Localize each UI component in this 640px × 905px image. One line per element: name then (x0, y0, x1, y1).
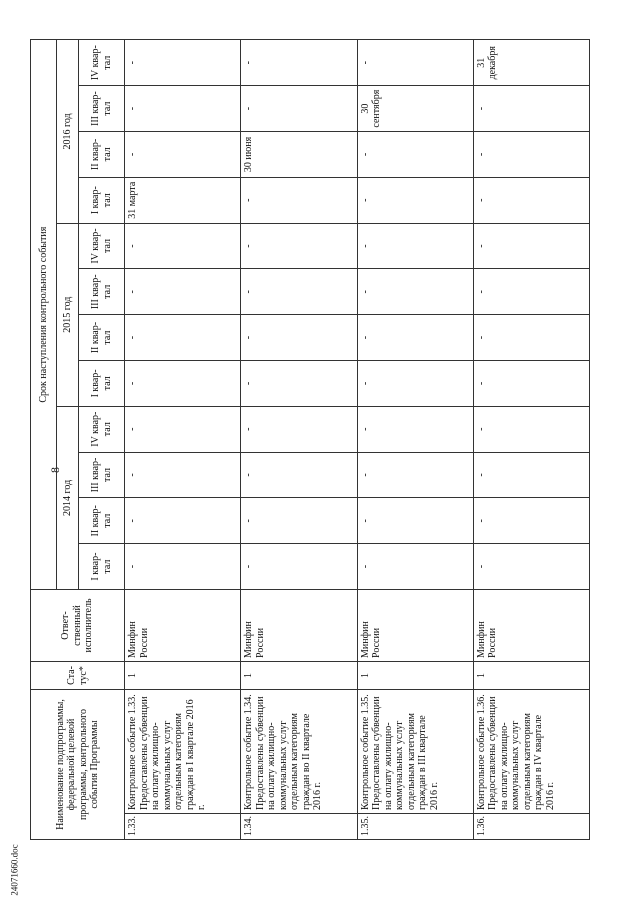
row-executor: Минфин России (241, 589, 357, 661)
row-number: 1.35. (357, 814, 473, 840)
footer (0, 835, 30, 905)
quarter-cell: - (241, 269, 357, 315)
quarter-cell: - (473, 544, 589, 590)
quarter-cell: - (473, 498, 589, 544)
quarter-cell: - (357, 177, 473, 223)
header-quarter: II квар-тал (79, 315, 125, 361)
quarter-cell: - (241, 361, 357, 407)
quarter-cell: - (473, 269, 589, 315)
header-quarter: IV квар-тал (79, 40, 125, 86)
quarter-cell: - (473, 132, 589, 178)
quarter-cell: - (357, 544, 473, 590)
header-quarter: II квар-тал (79, 132, 125, 178)
quarter-cell: - (473, 177, 589, 223)
quarter-cell: - (241, 223, 357, 269)
quarter-cell: 31 марта (125, 177, 241, 223)
header-name: Наименование подпрограммы, федеральной целевой программы, контрольного события Программы (31, 689, 125, 839)
quarter-cell: - (357, 40, 473, 86)
quarter-cell: 31 декабря (473, 40, 589, 86)
header-year-2014: 2014 год (57, 406, 79, 589)
quarter-cell: - (125, 269, 241, 315)
schedule-table-wrapper (30, 40, 590, 840)
quarter-cell: - (125, 406, 241, 452)
header-quarter: III квар-тал (79, 269, 125, 315)
header-quarter: I квар-тал (79, 177, 125, 223)
row-status: 1 (241, 661, 357, 689)
table-row (473, 40, 589, 840)
quarter-cell: - (125, 361, 241, 407)
quarter-cell: - (357, 315, 473, 361)
quarter-cell: - (357, 452, 473, 498)
row-status: 1 (125, 661, 241, 689)
quarter-cell: - (241, 452, 357, 498)
schedule-table (30, 39, 590, 840)
row-number: 1.36. (473, 814, 589, 840)
table-row (357, 40, 473, 840)
footer-filename: 24071660.doc (10, 844, 20, 896)
header-quarter: I квар-тал (79, 544, 125, 590)
table-row (241, 40, 357, 840)
quarter-cell: - (357, 406, 473, 452)
row-name: Контрольное событие 1.34. Предоставлены субвенции на оплату жилищно-коммунальных услуг отдельным категориям граждан во II квартале 2016 г. (241, 689, 357, 813)
quarter-cell: - (357, 361, 473, 407)
quarter-cell: - (125, 498, 241, 544)
quarter-cell: 30 сентября (357, 86, 473, 132)
quarter-cell: - (357, 498, 473, 544)
quarter-cell: - (473, 86, 589, 132)
header-quarter: III квар-тал (79, 86, 125, 132)
quarter-cell: - (241, 406, 357, 452)
table-row (125, 40, 241, 840)
quarter-cell: - (125, 40, 241, 86)
header-status: Ста-тус* (31, 661, 125, 689)
quarter-cell: - (357, 223, 473, 269)
header-quarter: IV квар-тал (79, 223, 125, 269)
row-status: 1 (357, 661, 473, 689)
quarter-cell: - (473, 361, 589, 407)
row-executor: Минфин России (473, 589, 589, 661)
header-executor: Ответ-ственный исполнитель (31, 589, 125, 661)
row-status: 1 (473, 661, 589, 689)
row-executor: Минфин России (357, 589, 473, 661)
header-year-2016: 2016 год (57, 40, 79, 223)
row-number: 1.33. (125, 814, 241, 840)
quarter-cell: - (241, 40, 357, 86)
header-year-2015: 2015 год (57, 223, 79, 406)
quarter-cell: 30 июня (241, 132, 357, 178)
quarter-cell: - (125, 223, 241, 269)
page-number: 8 (48, 467, 62, 473)
quarter-cell: - (473, 315, 589, 361)
quarter-cell: - (473, 452, 589, 498)
header-quarter: I квар-тал (79, 361, 125, 407)
quarter-cell: - (473, 406, 589, 452)
header-quarter: II квар-тал (79, 498, 125, 544)
header-quarter: IV квар-тал (79, 406, 125, 452)
quarter-cell: - (241, 315, 357, 361)
header-quarter: III квар-тал (79, 452, 125, 498)
row-number: 1.34. (241, 814, 357, 840)
row-name: Контрольное событие 1.33. Предоставлены субвенции на оплату жилищно-коммунальных услуг отдельным категориям граждан в I квартале 2016 г. (125, 689, 241, 813)
quarter-cell: - (125, 544, 241, 590)
quarter-cell: - (241, 177, 357, 223)
quarter-cell: - (125, 315, 241, 361)
quarter-cell: - (357, 269, 473, 315)
quarter-cell: - (125, 452, 241, 498)
quarter-cell: - (125, 86, 241, 132)
quarter-cell: - (125, 132, 241, 178)
header-deadline: Срок наступления контрольного события (31, 40, 57, 590)
quarter-cell: - (473, 223, 589, 269)
quarter-cell: - (357, 132, 473, 178)
quarter-cell: - (241, 86, 357, 132)
row-name: Контрольное событие 1.36. Предоставлены субвенции на оплату жилищно-коммунальных услуг отдельным категориям граждан в IV квартале 2016 г. (473, 689, 589, 813)
quarter-cell: - (241, 544, 357, 590)
row-name: Контрольное событие 1.35. Предоставлены субвенции на оплату жилищно-коммунальных услуг отдельным категориям граждан в III квартале 2016 г. (357, 689, 473, 813)
quarter-cell: - (241, 498, 357, 544)
row-executor: Минфин России (125, 589, 241, 661)
